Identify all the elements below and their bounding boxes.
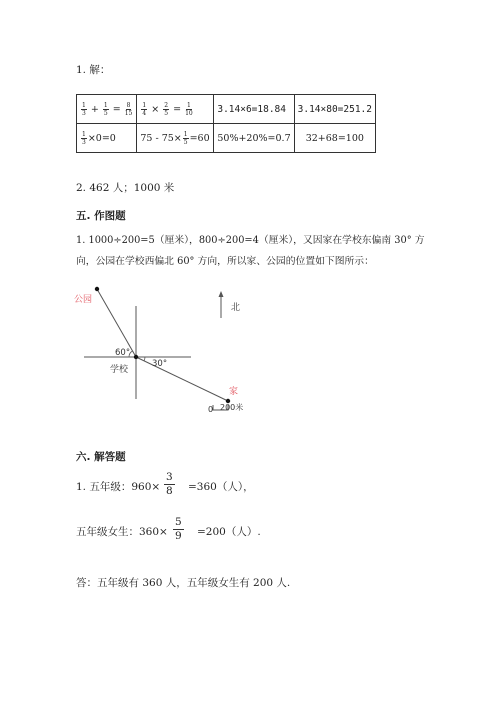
q2-prefix: 五年级女生：360×: [76, 526, 168, 538]
line-to-home: [136, 357, 228, 401]
q2-fraction: 5 9: [175, 516, 182, 542]
table-cell: 3.14×80=251.2: [294, 95, 375, 124]
answer-2: 2. 462 人；1000 米: [76, 182, 175, 194]
table-cell: 75 - 75× $\frac{1}{5}$ =60: [137, 124, 214, 153]
angle-60-label: 60°: [115, 348, 131, 358]
north-arrowhead-icon: [219, 291, 224, 297]
section5-line2: 向，公园在学校西偏北 60° 方向，所以家、公园的位置如下图所示：: [76, 256, 374, 267]
section1-label: 1. 解：: [76, 64, 111, 76]
section6-heading: 六. 解答题: [76, 451, 126, 463]
section5-heading: 五. 作图题: [76, 210, 126, 222]
final-answer: 答：五年级有 360 人，五年级女生有 200 人.: [76, 577, 291, 589]
table-cell: $\frac{1}{4}$ × $\frac{2}{5}$ = $\frac{1}{10}$: [137, 95, 214, 124]
home-label: 家: [229, 387, 239, 397]
north-label: 北: [231, 303, 241, 313]
q1-result: =360（人），: [188, 481, 254, 493]
line-to-park: [97, 289, 136, 357]
q1-fraction: 3 8: [166, 471, 173, 497]
table-cell: $\frac{1}{3}$ + $\frac{1}{5}$ = $\frac{8}{15}$: [77, 95, 137, 124]
table-cell: $\frac{1}{3}$ ×0=0: [77, 124, 137, 153]
scale-zero: 0: [208, 405, 214, 414]
school-label: 学校: [110, 365, 129, 375]
park-point: [95, 287, 99, 291]
table-cell: 3.14×6=18.84: [214, 95, 294, 124]
table-cell: 32+68=100: [294, 124, 375, 153]
angle-30-arc: [144, 357, 145, 361]
q1-prefix: 1. 五年级：960×: [76, 481, 161, 493]
angle-30-label: 30°: [152, 359, 168, 369]
q2-result: =200（人）.: [197, 526, 261, 538]
table-cell: 50%+20%=0.7: [214, 124, 294, 153]
scale-distance: 200米: [220, 403, 244, 412]
school-point: [134, 355, 138, 359]
section5-line1: 1. 1000÷200=5（厘米），800÷200=4（厘米），又因家在学校东偏南 30° 方: [76, 235, 425, 246]
park-label: 公园: [74, 295, 93, 305]
